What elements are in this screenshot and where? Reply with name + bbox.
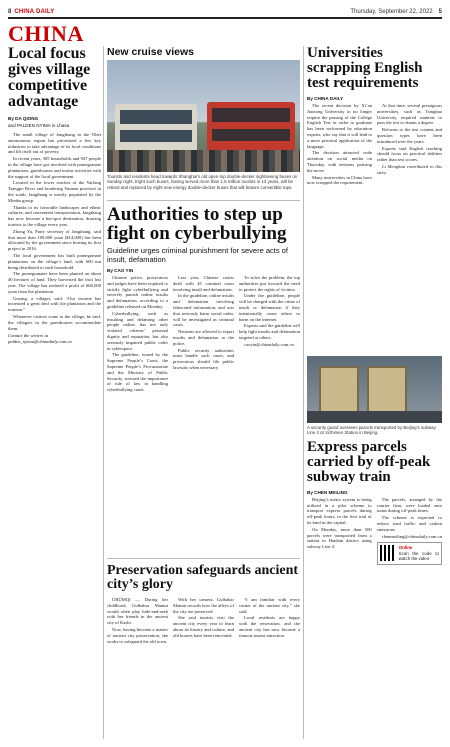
paragraph: Thanks to its favorable landscapes and ethnic cultures, and convenient transportation, Jangthang has now become a hot-spot destination, drawing tourists to the village every year. [8, 204, 101, 227]
paragraph: In the guideline, online insults and defamation involving fabricated information, and acts that seriously harm social order, will be investigated as criminal cases. [173, 293, 234, 328]
online-video-box[interactable] [377, 542, 442, 564]
paragraph: Now, having become a master of ancient city preservation, she works to safeguard the old town. [107, 626, 168, 644]
paragraph: The decision attracted wide attention on social media on Thursday, with netizens praising the move. [307, 150, 372, 173]
paragraph: Whenever visitors come to the village, he said, the villagers in the guesthouses accommodate them. [8, 313, 101, 331]
double-decker-bus-white [115, 104, 197, 154]
story-headline: Preservation safeguards ancient city’s glory [107, 563, 299, 592]
paragraph: Located in the lower reaches of the Yarlung Tsangpo River and bordering Yunnan province in the south, Jangthang is mostly populated by the Monba group. [8, 180, 101, 203]
story-byline: By CHINA DAILY [307, 96, 344, 101]
paragraph: Public security authorities must handle such cases, and prosecutors should file public lawsuits when necessary. [173, 347, 234, 370]
story-contact: Contact the writers at palden_nyima@chinadaily.com.cn [8, 333, 72, 345]
online-label: Online [398, 545, 413, 551]
paragraph: Under the guideline, people will be charged with the crime of insult or defamation if they intentionally cause others to harm on the internet. [239, 293, 300, 322]
paragraph: At that time, several prestigious universities, such as Tsinghua University, required students to pass the test to obtain a degree. [377, 103, 442, 126]
bus-photo [107, 60, 300, 172]
story-body [8, 132, 101, 331]
paragraph: The pomegranates have been planted on about 40 hectares of land. They harvested the fruit last year. The village has realized a profit of 660,000 yuan from the plantation. [8, 271, 101, 294]
story-deck: Guideline urges criminal punishment for severe acts of insult, defamation [107, 246, 288, 264]
story-headline: Local focus gives village competitive advantage [8, 45, 91, 110]
paragraph: Experts said English teaching should focus on practical abilities rather than test scores. [377, 145, 442, 163]
online-text: Scan the code to watch the video [398, 550, 439, 562]
paragraph: chenmeiling@chinadaily.com.cn [381, 533, 442, 539]
paragraph: Reforms to the test content and question types have been introduced over the years. [377, 127, 442, 144]
section-title: CHINA [8, 21, 84, 46]
story-body [107, 275, 300, 394]
parcel-cart [319, 366, 359, 416]
paragraph: The guideline, issued by the Supreme People’s Court, the Supreme People’s Procuratorate and the Ministry of Public Security, stressed the importance of rule of law in handling cyberbullying cases. [107, 352, 168, 393]
text-column [173, 275, 234, 394]
column-divider [303, 46, 304, 739]
text-column [239, 597, 300, 645]
story-divider [107, 200, 300, 201]
paragraph: The scheme is expected to reduce road traffic and carbon emissions. [376, 515, 442, 532]
story-local-focus [8, 46, 101, 345]
text-column [107, 597, 168, 645]
paragraph: The small village of Jangthang in the Tibet autonomous region has prioritized a few key industries to take advantage of its local conditions and lift itself out of poverty. [8, 132, 101, 155]
paragraph: Gesang, a villager, said: “Our income has increased a great deal with the plantation and the tourism.” [8, 295, 101, 313]
story-body [107, 597, 300, 645]
story-express-parcels [307, 356, 442, 565]
story-cyberbullying [107, 205, 300, 394]
paragraph: Local residents are happy with the renovation, and the ancient city has now become a famous tourist attraction. [239, 615, 300, 638]
story-byline: By DA QIONG [8, 116, 39, 121]
story-preservation [107, 564, 300, 645]
paragraph: She said tourists visit the ancient city every year to learn about its history and culture, and old houses have been renovated. [173, 615, 234, 638]
story-headline: Express parcels carried by off-peak subway train [307, 438, 431, 485]
paragraph: To solve the problem, the top authorities put forward the need to protect the rights of victims. [239, 275, 300, 292]
story-body [307, 497, 442, 565]
page-number-right: 5 [438, 9, 442, 15]
text-column [377, 103, 442, 187]
story-byline: By CAO YIN [107, 268, 134, 273]
text-column [173, 597, 234, 645]
paragraph: Cyberbullying, such as insulting and defaming other people online, has not only violated citizens’ personal dignity and reputation, but also seriously impaired public order in cyberspace. [107, 310, 168, 351]
paragraph: In recent years, 305 households and 947 people in the village have got involved with pomegranate plantations, guesthouses and tourist activities with the support of the local government. [8, 156, 101, 179]
story-headline: Authorities to step up fight on cyberbullying [107, 204, 287, 244]
paragraph: Netizens are allowed to report insults and defamation to the police. [173, 329, 234, 346]
photo-kicker: New cruise views [107, 46, 194, 58]
paragraph: Zhong Yu, Party secretary of Jangthang, said that more than 100,000 yuan ($14,000) has been allocated by the government since hosting its first project in 2016. [8, 228, 101, 252]
text-column [107, 275, 168, 394]
paragraph: “I am familiar with every corner of the ancient city,” she said. [239, 597, 300, 614]
parcel-cart [367, 366, 407, 416]
story-headline: Universities scrapping English test requirements [307, 45, 423, 91]
crowd [107, 150, 300, 172]
column-divider [103, 46, 104, 739]
story-byline: By CHEN MEILING [307, 489, 348, 495]
newspaper-logo: CHINA DAILY [14, 9, 55, 15]
photo-caption: Tourists and residents head towards Shanghai’s old open-top double-decker sightseeing buses on Sunday night. Eight such buses, having served more than 1.5 million tourists in 13 years, will be retired and replaced by eight new energy double-decker buses that will feature convertible tops. [107, 174, 298, 190]
paragraph: Many universities in China have now scrapped the requirement. [307, 174, 372, 186]
paragraph: The parcels, arranged by the courier firm, were loaded onto trains during off-peak times. [376, 496, 442, 514]
text-column [307, 103, 372, 187]
story-body [307, 103, 442, 187]
section-bar [8, 17, 442, 46]
photo-story [107, 46, 300, 190]
story-universities [307, 46, 442, 187]
story-divider [107, 558, 300, 559]
paragraph: caoyin@chinadaily.com.cn [244, 341, 294, 347]
issue-date: Thursday, September 22, 2022 [350, 9, 433, 15]
paragraph: Beijing’s metro system is being utilized in a pilot scheme to transport express parcels during off-peak hours, in the first trial of its kind in the capital. [307, 496, 372, 525]
text-column [307, 497, 372, 565]
story-byline-location: and PALDEN NYIMA in Lhasa [8, 123, 70, 128]
paragraph: On Monday, more than 500 parcels were transported from a station in Haidian district using subway Line 4. [307, 526, 372, 550]
photo-caption: A security guard oversees parcels transported by Beijing’s subway Line 4 at Xizhimen Station in Beijing. [307, 425, 436, 436]
subway-parcel-photo [307, 356, 442, 423]
paragraph: With her camera, Gulbahar Mamut records how the alleys of the city are preserved. [173, 597, 234, 614]
qr-code-icon[interactable] [380, 545, 396, 561]
paragraph: Last year, Chinese courts dealt with 45 criminal cases involving insult and defamation. [173, 275, 234, 292]
paragraph: Li Menghan contributed to this story. [377, 163, 442, 175]
paragraph: Experts said the guideline will help fight insults and defamation targeted at others. [239, 323, 300, 340]
text-column [377, 497, 442, 565]
platform [307, 411, 442, 423]
double-decker-bus-red [207, 102, 295, 154]
text-column [239, 275, 300, 394]
paragraph: The recent decision by Xi’an Jiaotong University to no longer require the passing of the College English Test in order to graduate has been welcomed by education experts, who say that it will lead to a more practical application of the language. [307, 103, 372, 149]
paragraph: The local government has built pomegranate plantations on the village’s land, with 600 mu being distributed to each household. [8, 252, 101, 270]
page-number-left: 8 [8, 9, 12, 15]
paragraph: Chinese police, prosecutors and judges have been required to strictly fight cyberbullying and severely punish online insults and defamation, according to a guideline released on Monday. [107, 275, 168, 309]
paragraph: ÜRÜMQI — During her childhood, Gulbahar Mamut would often play hide-and-seek with her friends in the ancient city of Kashi. [107, 597, 168, 626]
